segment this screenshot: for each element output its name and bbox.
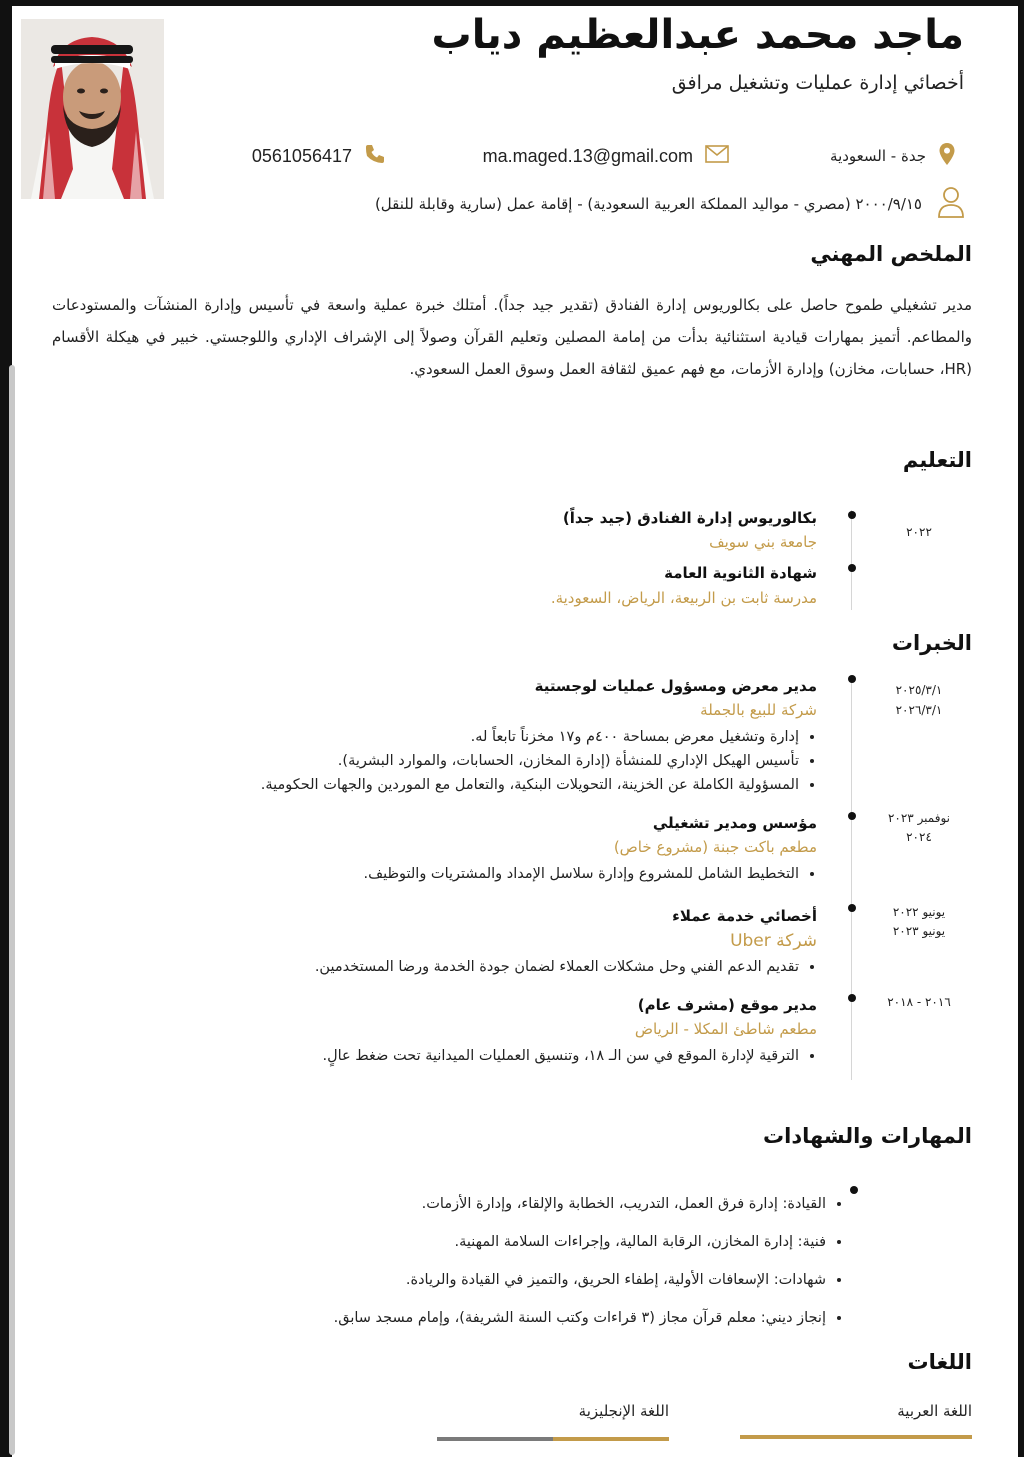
entry-date-from: نوفمبر ٢٠٢٣ [887, 811, 951, 825]
timeline-dot [850, 1186, 858, 1194]
entry-title: مدير معرض ومسؤول عمليات لوجستية [534, 677, 817, 695]
location-contact [830, 143, 956, 169]
list-item: • شهادات: الإسعافات الأولية، إطفاء الحريق، والتميز في القيادة والريادة. [334, 1261, 826, 1299]
entry-company: شركة Uber [730, 931, 817, 951]
language-level-fill [553, 1437, 669, 1441]
entry-date-from: ٢٠٢٥/٣/١ [895, 683, 943, 697]
scrollbar-thumb[interactable] [9, 365, 15, 1455]
entry-bullets [363, 862, 817, 886]
languages-heading: اللغات [907, 1350, 972, 1374]
entry-institution: مدرسة ثابت بن الربيعة، الرياض، السعودية. [550, 589, 817, 607]
summary-text: مدير تشغيلي طموح حاصل على بكالوريوس إدارة الفنادق (تقدير جيد جداً). أمتلك خبرة عملية واسعة في تأسيس وإدارة المنشآت والمستودعات والمطاعم. أتميز بمهارات قيادية استثنائية بدأت من إمامة المصلين وتعليم القرآن وصولاً إلى الإشراف الإداري واللوجستي. خبير في هيكلة الأقسام (HR، حسابات، مخازن) وإدارة الأزمات، مع فهم عميق لثقافة العمل وسوق العمل السعودي. [52, 296, 972, 378]
email-link[interactable]: ma.maged.13@gmail.com [482, 145, 693, 166]
education-heading: التعليم [902, 448, 972, 472]
list-item: • فنية: إدارة المخازن، الرقابة المالية، وإجراءات السلامة المهنية. [334, 1223, 826, 1261]
experience-timeline [52, 670, 972, 1080]
education-timeline [52, 500, 972, 615]
skills-list [334, 1185, 844, 1337]
location-text: جدة - السعودية [830, 147, 926, 165]
entry-date-to: ٢٠٢٤ [906, 830, 932, 844]
list-item: • الترقية لإدارة الموقع في سن الـ ١٨، وتنسيق العمليات الميدانية تحت ضغط عالٍ. [322, 1044, 799, 1068]
experience-heading: الخبرات [891, 631, 972, 655]
entry-title: أخصائي خدمة عملاء [672, 907, 817, 925]
phone-icon [364, 143, 386, 169]
language-level-track [437, 1437, 669, 1441]
entry-company: مطعم شاطئ المكلا - الرياض [634, 1020, 817, 1038]
list-item: • تأسيس الهيكل الإداري للمنشأة (إدارة المخازن، الحسابات، والموارد البشرية). [261, 749, 799, 773]
phone-number[interactable]: 0561056417 [251, 145, 352, 166]
personal-info-text: ٢٠٠٠/٩/١٥ (مصري - مواليد المملكة العربية السعودية) - إقامة عمل (سارية وقابلة للنقل) [374, 195, 922, 213]
language-level-track [740, 1435, 972, 1439]
entry-title: مؤسس ومدير تشغيلي [652, 814, 817, 832]
entry-bullets [322, 1044, 817, 1068]
list-item: • القيادة: إدارة فرق العمل، التدريب، الخطابة والإلقاء، وإدارة الأزمات. [334, 1185, 826, 1223]
profile-photo [21, 19, 164, 199]
entry-title: مدير موقع (مشرف عام) [637, 996, 817, 1014]
entry-date: ٢٠٢٢ [906, 525, 932, 539]
entry-date-from: يونيو ٢٠٢٢ [892, 905, 946, 919]
timeline-line [851, 680, 852, 1080]
entry-institution: جامعة بني سويف [709, 533, 817, 551]
entry-title: شهادة الثانوية العامة [664, 564, 817, 582]
language-name: اللغة العربية [897, 1402, 972, 1420]
language-name: اللغة الإنجليزية [578, 1402, 669, 1420]
timeline-dot [848, 564, 856, 572]
list-item: • المسؤولية الكاملة عن الخزينة، التحويلات البنكية، والتعامل مع الموردين والجهات الحكومية. [261, 773, 799, 797]
personal-info [375, 185, 966, 223]
entry-date-to: ٢٠٢٦/٣/١ [895, 703, 943, 717]
entry-date-to: يونيو ٢٠٢٣ [892, 924, 946, 938]
skills-heading: المهارات والشهادات [763, 1124, 972, 1148]
email-contact[interactable] [483, 143, 729, 169]
entry-date-from: ٢٠١٦ - ٢٠١٨ [887, 995, 951, 1009]
timeline-dot [848, 511, 856, 519]
phone-contact[interactable] [252, 143, 386, 169]
list-item: • التخطيط الشامل للمشروع وإدارة سلاسل الإمداد والمشتريات والتوظيف. [363, 862, 799, 886]
entry-company: مطعم باكت جبنة (مشروع خاص) [613, 838, 817, 856]
list-item: • إدارة وتشغيل معرض بمساحة ٤٠٠م و١٧ مخزناً تابعاً له. [261, 725, 799, 749]
job-title: أخصائي إدارة عمليات وتشغيل مرافق [671, 72, 964, 94]
entry-company: شركة للبيع بالجملة [700, 701, 817, 719]
window-frame-top [0, 0, 1024, 6]
timeline-line [851, 510, 852, 610]
full-name: ماجد محمد عبدالعظيم دياب [431, 12, 964, 58]
location-pin-icon [938, 142, 956, 170]
entry-bullets [315, 955, 817, 979]
envelope-icon [705, 145, 729, 167]
list-item: • تقديم الدعم الفني وحل مشكلات العملاء لضمان جودة الخدمة ورضا المستخدمين. [315, 955, 799, 979]
language-level-fill [740, 1435, 972, 1439]
list-item: • إنجاز ديني: معلم قرآن مجاز (٣ قراءات وكتب السنة الشريفة)، وإمام مسجد سابق. [334, 1299, 826, 1337]
summary-heading: الملخص المهني [810, 242, 972, 266]
timeline-dot [848, 812, 856, 820]
entry-bullets [261, 725, 817, 797]
timeline-dot [848, 675, 856, 683]
entry-title: بكالوريوس إدارة الفنادق (جيد جداً) [562, 509, 817, 527]
timeline-dot [848, 904, 856, 912]
user-icon [936, 185, 966, 223]
timeline-dot [848, 994, 856, 1002]
window-frame-right [1018, 0, 1024, 1457]
